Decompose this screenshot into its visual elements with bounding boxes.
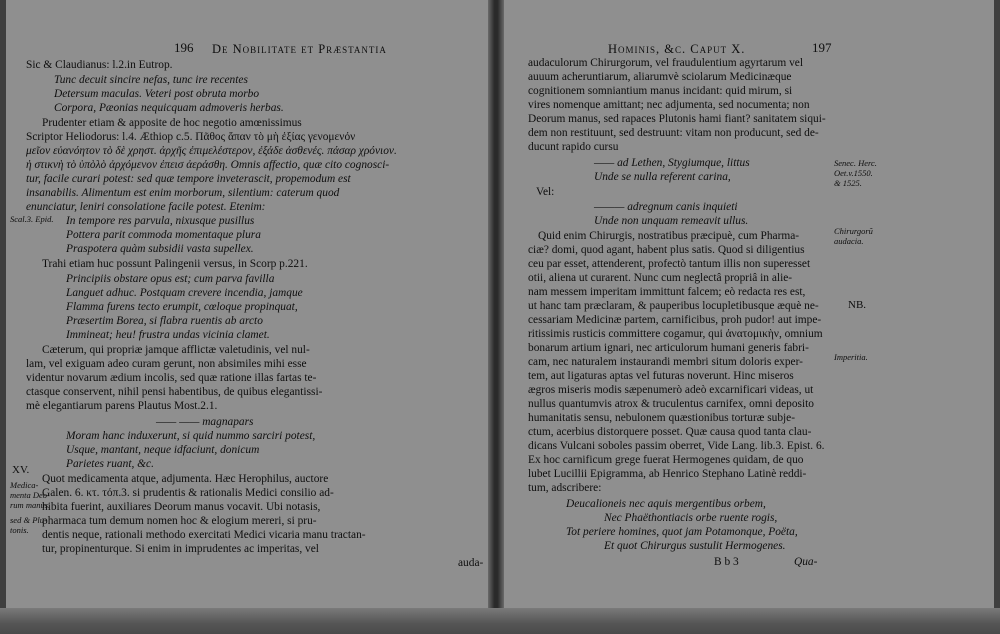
text-line: cessariam Medicinæ partem, carnificibus, proh pudor! aut impe- — [528, 314, 822, 326]
text-line: mè elegantiarum parens Plautus Most.2.1. — [26, 400, 218, 412]
text-line: Languet adhuc. Postquam crevere incendia, jamque — [66, 287, 303, 299]
text-line: insanabilis. Alimentum est enim morborum, silentium: caterum quod — [26, 187, 340, 199]
text-line: ceu par esset, attenderent, profectò tantum illis non superesset — [528, 258, 811, 270]
margin-note: Imperitia. — [834, 352, 868, 362]
running-head: De Nobilitate et Præstantia — [212, 42, 387, 56]
text-line: Flamma furens tecto erumpit, cœloque propinquat, — [66, 301, 298, 313]
text-line: ἡ στικνὴ τὸ ὑπὸλὸ ἀρχόμενον ἐπεισ ἀεράσθη. Omnis affectio, quæ cito cognosci- — [26, 159, 390, 171]
text-line: ritissimis rusticis committere cogamur, qui ἀνατομικὴν, omnium — [528, 328, 823, 340]
text-line: Corpora, Pæonias nequicquam admoveris herbas. — [54, 102, 284, 114]
text-line: Ex hoc carnificum grege fuerat Hermogenes quidam, de quo — [528, 454, 804, 466]
text-line: Quid enim Chirurgis, nostratibus præcipuè, cum Pharma- — [538, 230, 800, 242]
text-line: Unde non unquam remeavit ullus. — [594, 215, 749, 227]
text-line: ducunt rapido cursu — [528, 141, 619, 153]
text-line: Usque, mantant, neque idfaciunt, donicum — [66, 444, 260, 456]
text-line: ut hanc tam præclaram, & pauperibus locupletibusque æquè ne- — [528, 300, 819, 312]
text-line: Deucalioneis nec aquis mergentibus orbem, — [566, 498, 766, 510]
text-line: nam messem imperitam immittunt falcem; eò redacta res est, — [528, 286, 806, 298]
text-line: Nec Phaëthontiacis orbe ruente rogis, — [604, 512, 778, 524]
text-line: ciæ? domi, quod agant, habent plus satis. Quod si diligentius — [528, 244, 805, 256]
page-body — [504, 0, 994, 634]
text-line: auda- — [458, 557, 484, 569]
text-line: tur, facile curari potest: sed quæ tempore inveterascit, propemodum est — [26, 173, 351, 185]
text-line: lubet Lucillii Epigramma, ab Henrico Stephano Latinè reddi- — [528, 468, 807, 480]
text-line: Trahi etiam huc possunt Palingenii versus, in Scorp p.221. — [42, 258, 308, 270]
text-line: ——— adregnum canis inquieti — [594, 201, 738, 213]
text-line: Tot periere homines, quot jam Potamonque, Poëta, — [566, 526, 798, 538]
text-line: cognitionem somniantium manus incidant: quid mirum, si — [528, 85, 793, 97]
text-line: tum, adscribere: — [528, 482, 602, 494]
text-line: Immineat; heu! frustra undas vicinia clamet. — [66, 329, 270, 341]
right-page — [504, 0, 994, 634]
text-line: —— ad Lethen, Stygiumque, littus — [594, 157, 750, 169]
running-head: Hominis, &c. Caput X. — [608, 42, 746, 56]
text-line: In tempore res parvula, nixusque pusillus — [66, 215, 255, 227]
text-line: ctasque conservent, nihil pensi habentibus, de quibus elegantissi- — [26, 386, 323, 398]
text-line: —— —— magnapars — [156, 416, 254, 428]
text-line: pharmaca tum demum nomen hoc & elogium mereri, si pru- — [42, 515, 317, 527]
text-line: audaculorum Chirurgorum, vel fraudulentium agyrtarum vel — [528, 57, 803, 69]
text-line: dicans Vulcani soboles passim oberret, Vide Lang. lib.3. Epist. 6. — [528, 440, 825, 452]
text-line: Detersum maculas. Veteri post obruta morbo — [54, 88, 260, 100]
text-line: enunciatur, leniri consolatione facile potest. Etenim: — [26, 201, 266, 213]
page-number: 197 — [812, 40, 832, 55]
text-line: lam, vel exiguam adeo curam gerunt, non absimiles mihi esse — [26, 358, 307, 370]
margin-note: Senec. Herc. Oet.v.1550. & 1525. — [834, 158, 877, 188]
text-line: auuum acheruntiarum, aliarumvè sciolarum Medicinæque — [528, 71, 792, 83]
text-line: Deorum manus, sed rapaces Plutonis hami fiant? sanitatem siqui- — [528, 113, 826, 125]
text-line: Cæterum, qui propriæ jamque afflictæ valetudinis, vel nul- — [42, 344, 310, 356]
text-line: cam, nec naturalem instaurandi membri situm doloris exper- — [528, 356, 803, 368]
text-line: Quot medicamenta atque, adjumenta. Hæc Herophilus, auctore — [42, 473, 329, 485]
text-line: μεῖον εὐανόητον τὸ δὲ χρηστ. ἀρχῆς ἐπιμελέστερον, ἐξάδε ἀσθενές. πάσαρ χρόνιον. — [26, 145, 397, 157]
page-body — [10, 0, 488, 634]
page-number: 196 — [174, 40, 194, 55]
text-line: ægros miseris modis sæpenumerò adeò excarnificari videas, ut — [528, 384, 814, 396]
margin-note: XV. — [12, 464, 30, 476]
text-line: Parietes ruant, &c. — [66, 458, 154, 470]
page-bottom-shadow — [0, 608, 1000, 634]
margin-note: Scal.3. Epid. — [10, 214, 54, 224]
margin-note: Chirurgorũ audacia. — [834, 226, 873, 246]
text-line: otii, aliena ut curarent. Nunc cum neglectâ propriâ in alie- — [528, 272, 793, 284]
text-line: vires nomenque amittant; nec adjumenta, sed nocumenta; non — [528, 99, 810, 111]
text-line: Pottera parit commoda momentaque plura — [66, 229, 261, 241]
text-line: Et quot Chirurgus sustulit Hermogenes. — [604, 540, 786, 552]
text-line: dem non restituunt, sed destruunt: vitam non producunt, sed de- — [528, 127, 819, 139]
text-line: Scriptor Heliodorus: l.4. Æthiop c.5. Πᾶθος ἅπαν τὸ μὴ ἐξίας γενομενόν — [26, 131, 356, 143]
text-line: bonarum artium ignari, nec articulorum humani generis fabri- — [528, 342, 809, 354]
text-line: Unde se nulla referent carina, — [594, 171, 731, 183]
text-line: nullus quantumvis atrox & truculentus carnifex, omni deposito — [528, 398, 814, 410]
left-page — [6, 0, 488, 634]
text-line: Galen. 6. κτ. τόπ.3. si prudentis & rationalis Medici consilio ad- — [42, 487, 334, 499]
text-line: tur, propinenturque. Si enim in imprudentes ac imperitas, vel — [42, 543, 319, 555]
margin-note: Medica- menta Deo- rum manus. — [10, 480, 51, 510]
text-line: dentis neque, rationali methodo exercitati Medici vicaria manu tractan- — [42, 529, 366, 541]
margin-note: NB. — [848, 299, 867, 311]
text-line: Sic & Claudianus: l.2.in Eutrop. — [26, 59, 173, 71]
text-line: hibita fuerint, auxiliares Deorum manus vocavit. Ubi notasis, — [42, 501, 321, 513]
text-line: Tunc decuit sincire nefas, tunc ire recentes — [54, 74, 248, 86]
text-line: Præsertim Borea, si flabra ruentis ab arcto — [66, 315, 263, 327]
book-gutter — [488, 0, 504, 634]
text-line: Moram hanc induxerunt, si quid nummo sarciri potest, — [66, 430, 316, 442]
text-line: B b 3 — [714, 556, 739, 568]
text-line: Vel: — [536, 186, 555, 198]
text-line: tem, aut ligaturas aptas vel futuras noverunt. Hinc miseros — [528, 370, 794, 382]
text-line: Principiis obstare opus est; cum parva favilla — [66, 273, 275, 285]
text-line: ctum, acerbius distorquere posset. Quæ causa quod tanta clau- — [528, 426, 812, 438]
text-line: Qua- — [794, 556, 818, 568]
text-line: Praspotera quàm subsidii vasta supellex. — [66, 243, 254, 255]
text-line: humanitatis sensu, nebulonem quæstionibus torturæ subje- — [528, 412, 796, 424]
text-line: Prudenter etiam & apposite de hoc negotio amœnissimus — [42, 117, 302, 129]
margin-note: sed & Plu- tonis. — [10, 515, 47, 535]
text-line: videntur novarum ædium incolis, sed quæ ratione illas fartas te- — [26, 372, 317, 384]
